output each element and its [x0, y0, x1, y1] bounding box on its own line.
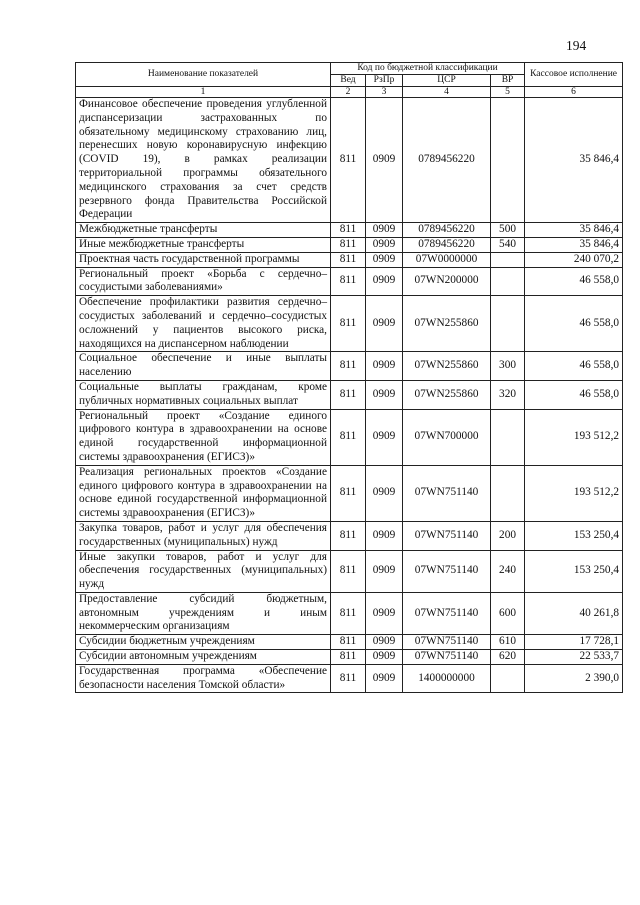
row-vr: 240: [491, 550, 525, 592]
row-rzpr: 0909: [366, 592, 403, 634]
header-csr: ЦСР: [403, 75, 491, 87]
row-csr: 1400000000: [403, 664, 491, 693]
row-rzpr: 0909: [366, 664, 403, 693]
row-csr: 0789456220: [403, 237, 491, 252]
table-row: [76, 252, 623, 267]
table-row: [76, 223, 623, 238]
row-ved: 811: [331, 635, 366, 650]
table-row: [76, 465, 623, 521]
row-rzpr: 0909: [366, 98, 403, 223]
row-name: Социальное обеспечение и иные выплаты населению: [76, 352, 331, 381]
row-amount: 153 250,4: [525, 521, 623, 550]
row-vr: [491, 409, 525, 465]
page-number: 194: [566, 38, 587, 53]
row-vr: 300: [491, 352, 525, 381]
row-csr: 07WN200000: [403, 267, 491, 296]
row-csr: 07WN751140: [403, 650, 491, 665]
row-vr: [491, 98, 525, 223]
row-name: Реализация региональных проектов «Создание единого цифрового контура в здравоохранении на основе единой государственной информационной системы здравоохранения (ЕГИСЗ)»: [76, 465, 331, 521]
row-amount: 40 261,8: [525, 592, 623, 634]
row-vr: 620: [491, 650, 525, 665]
row-rzpr: 0909: [366, 252, 403, 267]
row-ved: 811: [331, 380, 366, 409]
row-csr: 0789456220: [403, 98, 491, 223]
row-amount: 193 512,2: [525, 465, 623, 521]
header-cash: Кассовое исполнение: [525, 63, 623, 87]
row-amount: 193 512,2: [525, 409, 623, 465]
row-amount: 240 070,2: [525, 252, 623, 267]
row-amount: 22 533,7: [525, 650, 623, 665]
row-vr: 540: [491, 237, 525, 252]
row-csr: 07WN751140: [403, 550, 491, 592]
row-ved: 811: [331, 237, 366, 252]
table-row: [76, 237, 623, 252]
row-ved: 811: [331, 267, 366, 296]
row-amount: 35 846,4: [525, 237, 623, 252]
table-row: [76, 267, 623, 296]
budget-table: [75, 62, 623, 693]
table-row: [76, 380, 623, 409]
row-vr: [491, 664, 525, 693]
row-vr: [491, 267, 525, 296]
table-row: [76, 352, 623, 381]
row-ved: 811: [331, 296, 366, 352]
row-amount: 35 846,4: [525, 223, 623, 238]
row-vr: [491, 465, 525, 521]
col-number: 2: [331, 87, 366, 98]
row-name: Обеспечение профилактики развития сердечно–сосудистых заболеваний и сердечно–сосудистых осложнений у пациентов высокого риска, находящихся на диспансерном наблюдении: [76, 296, 331, 352]
row-ved: 811: [331, 650, 366, 665]
row-amount: 46 558,0: [525, 352, 623, 381]
row-ved: 811: [331, 465, 366, 521]
header-ved: Вед: [331, 75, 366, 87]
table-row: [76, 550, 623, 592]
row-vr: [491, 252, 525, 267]
row-vr: [491, 296, 525, 352]
row-ved: 811: [331, 98, 366, 223]
row-csr: 07WN255860: [403, 352, 491, 381]
row-name: Субсидии автономным учреждениям: [76, 650, 331, 665]
row-vr: 320: [491, 380, 525, 409]
col-number: 5: [491, 87, 525, 98]
row-csr: 0789456220: [403, 223, 491, 238]
row-ved: 811: [331, 252, 366, 267]
row-rzpr: 0909: [366, 550, 403, 592]
col-number: 6: [525, 87, 623, 98]
row-csr: 07WN751140: [403, 592, 491, 634]
header-name: Наименование показателей: [76, 63, 331, 87]
table-row: [76, 521, 623, 550]
row-vr: 600: [491, 592, 525, 634]
row-ved: 811: [331, 592, 366, 634]
row-csr: 07WN700000: [403, 409, 491, 465]
row-ved: 811: [331, 550, 366, 592]
row-csr: 07WN255860: [403, 296, 491, 352]
row-rzpr: 0909: [366, 237, 403, 252]
row-name: Региональный проект «Борьба с сердечно–сосудистыми заболеваниями»: [76, 267, 331, 296]
row-amount: 17 728,1: [525, 635, 623, 650]
row-rzpr: 0909: [366, 635, 403, 650]
row-amount: 35 846,4: [525, 98, 623, 223]
row-rzpr: 0909: [366, 521, 403, 550]
row-rzpr: 0909: [366, 267, 403, 296]
row-amount: 153 250,4: [525, 550, 623, 592]
row-csr: 07WN751140: [403, 635, 491, 650]
row-rzpr: 0909: [366, 352, 403, 381]
row-ved: 811: [331, 223, 366, 238]
row-name: Закупка товаров, работ и услуг для обеспечения государственных (муниципальных) нужд: [76, 521, 331, 550]
row-ved: 811: [331, 352, 366, 381]
table-row: [76, 296, 623, 352]
header-code-group: Код по бюджетной классификации: [331, 63, 525, 75]
table-row: [76, 664, 623, 693]
column-numbers-row: [76, 87, 623, 98]
row-name: Региональный проект «Создание единого цифрового контура в здравоохранении на основе единой государственной информационной системы здравоохранения (ЕГИСЗ)»: [76, 409, 331, 465]
table-row: [76, 409, 623, 465]
row-rzpr: 0909: [366, 409, 403, 465]
row-csr: 07WN255860: [403, 380, 491, 409]
row-csr: 07WN751140: [403, 521, 491, 550]
row-ved: 811: [331, 664, 366, 693]
row-name: Иные межбюджетные трансферты: [76, 237, 331, 252]
row-name: Проектная часть государственной программы: [76, 252, 331, 267]
table-row: [76, 98, 623, 223]
table-header: [76, 63, 623, 98]
table-row: [76, 592, 623, 634]
row-rzpr: 0909: [366, 465, 403, 521]
row-csr: 07WN751140: [403, 465, 491, 521]
row-rzpr: 0909: [366, 650, 403, 665]
row-name: Межбюджетные трансферты: [76, 223, 331, 238]
row-vr: 200: [491, 521, 525, 550]
row-amount: 46 558,0: [525, 296, 623, 352]
header-rzpr: РзПр: [366, 75, 403, 87]
row-vr: 610: [491, 635, 525, 650]
row-name: Субсидии бюджетным учреждениям: [76, 635, 331, 650]
row-name: Социальные выплаты гражданам, кроме публичных нормативных социальных выплат: [76, 380, 331, 409]
table-body: [76, 98, 623, 693]
row-vr: 500: [491, 223, 525, 238]
table-row: [76, 650, 623, 665]
header-vr: ВР: [491, 75, 525, 87]
row-name: Иные закупки товаров, работ и услуг для обеспечения государственных (муниципальных) нужд: [76, 550, 331, 592]
row-amount: 46 558,0: [525, 267, 623, 296]
row-csr: 07W0000000: [403, 252, 491, 267]
col-number: 1: [76, 87, 331, 98]
row-ved: 811: [331, 409, 366, 465]
row-name: Финансовое обеспечение проведения углубленной диспансеризации застрахованных по обязательному медицинскому страхованию лиц, перенесших новую коронавирусную инфекцию (COVID 19), в рамках реализации территориальной программы обязательного медицинского страхования за счет средств резервного фонда Правительства Российской Федерации: [76, 98, 331, 223]
row-amount: 2 390,0: [525, 664, 623, 693]
row-rzpr: 0909: [366, 223, 403, 238]
table-row: [76, 635, 623, 650]
row-name: Предоставление субсидий бюджетным, автономным учреждениям и иным некоммерческим организациям: [76, 592, 331, 634]
row-rzpr: 0909: [366, 380, 403, 409]
row-ved: 811: [331, 521, 366, 550]
col-number: 4: [403, 87, 491, 98]
row-name: Государственная программа «Обеспечение безопасности населения Томской области»: [76, 664, 331, 693]
row-amount: 46 558,0: [525, 380, 623, 409]
row-rzpr: 0909: [366, 296, 403, 352]
col-number: 3: [366, 87, 403, 98]
